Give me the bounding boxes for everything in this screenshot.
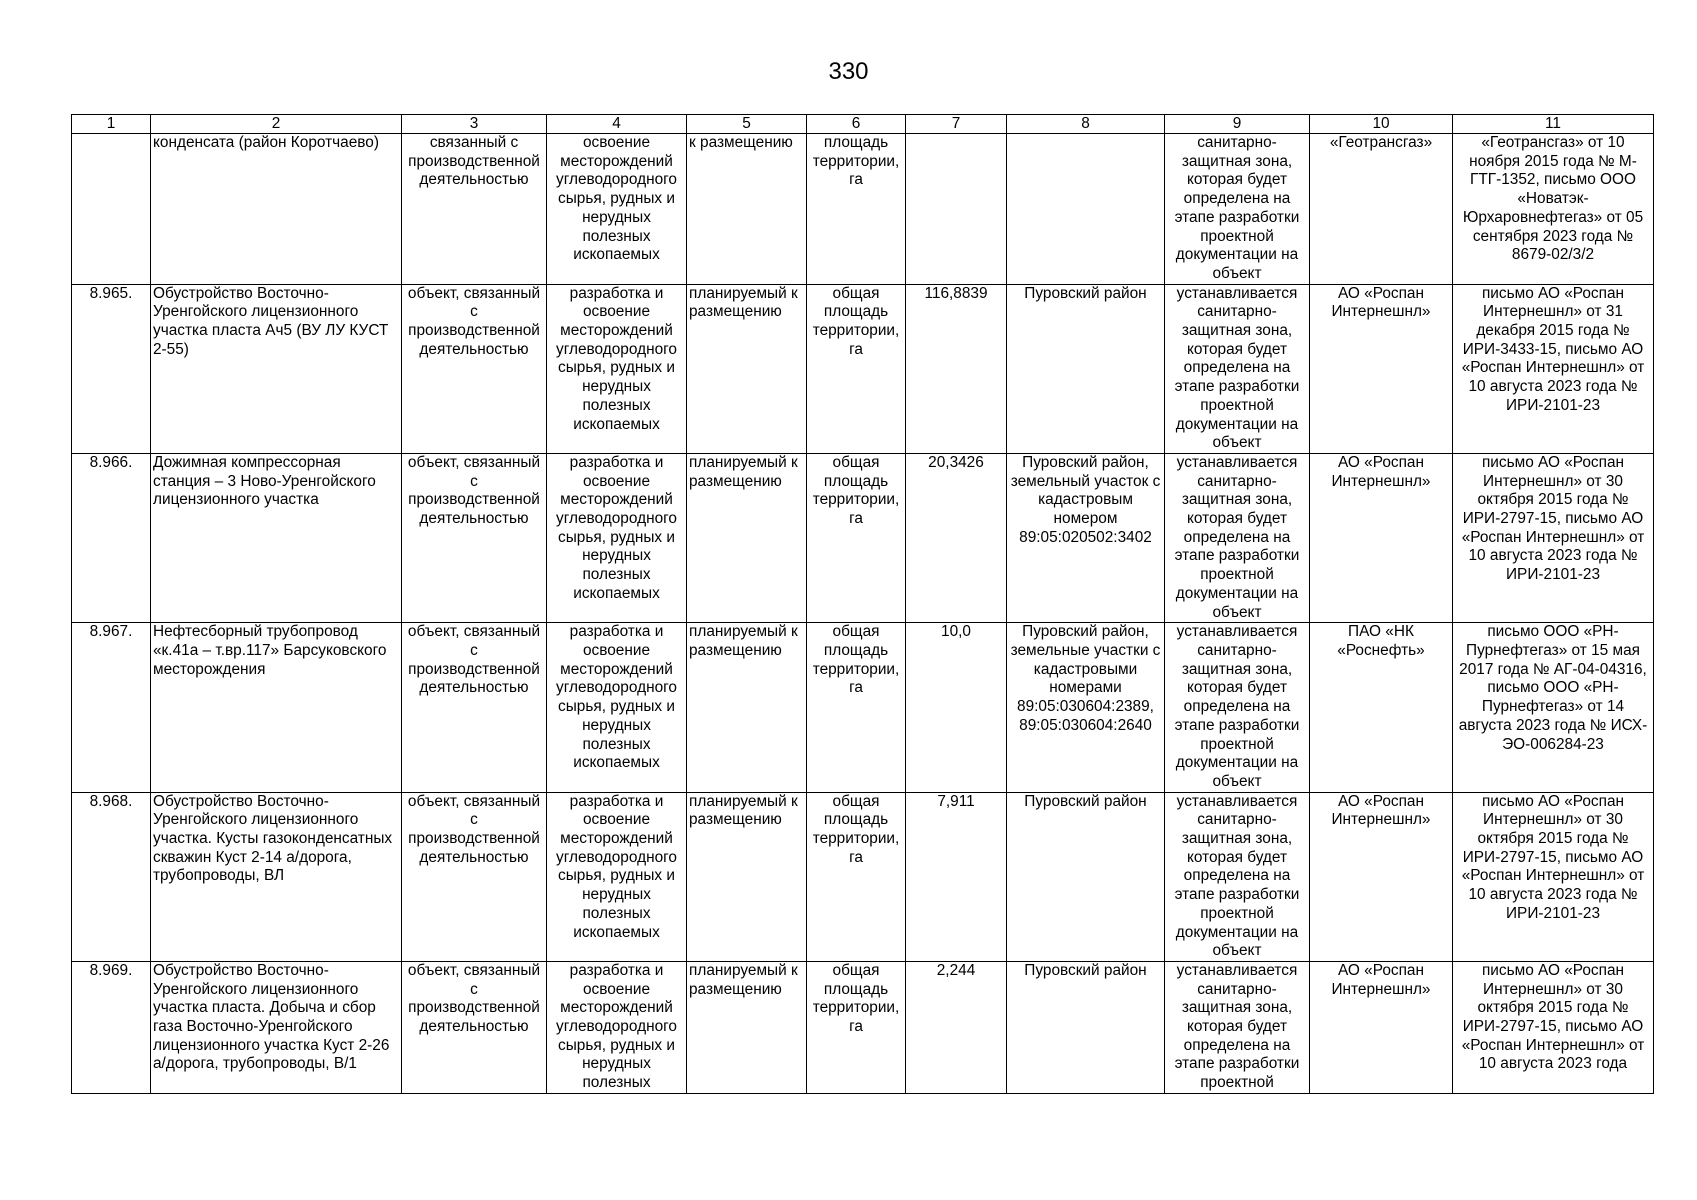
source-document-cell: письмо ООО «РН-Пурнефтегаз» от 15 мая 2017 года № АГ-04-04316, письмо ООО «РН-Пурнефтегаз» от 14 августа 2023 года № ИСХ-ЭО-006284-23 — [1453, 623, 1654, 792]
object-type-cell: связанный с производственной деятельностью — [402, 134, 547, 285]
area-value-cell: 20,3426 — [906, 453, 1007, 622]
characteristic-cell: общая площадь территории, га — [807, 623, 906, 792]
characteristic-cell: общая площадь территории, га — [807, 792, 906, 961]
zone-cell: устанавливается санитарно-защитная зона, которая будет определена на этапе разработки проектной документации на объект — [1165, 284, 1310, 453]
object-status-cell: планируемый к размещению — [687, 453, 807, 622]
location-cell: Пуровский район, земельные участки с кадастровыми номерами 89:05:030604:2389, 89:05:030604:2640 — [1007, 623, 1165, 792]
zone-cell: санитарно-защитная зона, которая будет определена на этапе разработки проектной документации на объект — [1165, 134, 1310, 285]
object-status-cell: планируемый к размещению — [687, 961, 807, 1093]
page-number: 330 — [828, 58, 869, 85]
column-header: 9 — [1165, 115, 1310, 134]
column-header: 11 — [1453, 115, 1654, 134]
table-row — [72, 623, 1654, 792]
object-type-cell: объект, связанный с производственной деятельностью — [402, 961, 547, 1093]
characteristic-cell: площадь территории, га — [807, 134, 906, 285]
row-number-cell: 8.969. — [72, 961, 151, 1093]
area-value-cell: 116,8839 — [906, 284, 1007, 453]
table-row — [72, 792, 1654, 961]
object-purpose-cell: разработка и освоение месторождений углеводородного сырья, рудных и нерудных полезных ископаемых — [547, 623, 687, 792]
column-header: 5 — [687, 115, 807, 134]
zone-cell: устанавливается санитарно-защитная зона, которая будет определена на этапе разработки проектной документации на объект — [1165, 453, 1310, 622]
area-value-cell: 7,911 — [906, 792, 1007, 961]
object-name-cell: Обустройство Восточно-Уренгойского лицензионного участка пласта Ач5 (ВУ ЛУ КУСТ 2-55) — [151, 284, 402, 453]
location-cell: Пуровский район — [1007, 961, 1165, 1093]
organization-cell: «Геотрансгаз» — [1310, 134, 1453, 285]
object-type-cell: объект, связанный с производственной деятельностью — [402, 284, 547, 453]
location-cell: Пуровский район, земельный участок с кадастровым номером 89:05:020502:3402 — [1007, 453, 1165, 622]
area-value-cell — [906, 134, 1007, 285]
area-value-cell: 10,0 — [906, 623, 1007, 792]
column-header: 7 — [906, 115, 1007, 134]
location-cell: Пуровский район — [1007, 792, 1165, 961]
zone-cell: устанавливается санитарно-защитная зона, которая будет определена на этапе разработки проектной документации на объект — [1165, 623, 1310, 792]
object-purpose-cell: освоение месторождений углеводородного сырья, рудных и нерудных полезных ископаемых — [547, 134, 687, 285]
row-number-cell — [72, 134, 151, 285]
organization-cell: АО «Роспан Интернешнл» — [1310, 961, 1453, 1093]
area-value-cell: 2,244 — [906, 961, 1007, 1093]
organization-cell: ПАО «НК «Роснефть» — [1310, 623, 1453, 792]
characteristic-cell: общая площадь территории, га — [807, 453, 906, 622]
object-type-cell: объект, связанный с производственной деятельностью — [402, 792, 547, 961]
characteristic-cell: общая площадь территории, га — [807, 284, 906, 453]
location-cell: Пуровский район — [1007, 284, 1165, 453]
object-name-cell: конденсата (район Коротчаево) — [151, 134, 402, 285]
organization-cell: АО «Роспан Интернешнл» — [1310, 792, 1453, 961]
organization-cell: АО «Роспан Интернешнл» — [1310, 284, 1453, 453]
table-row — [72, 961, 1654, 1093]
row-number-cell: 8.967. — [72, 623, 151, 792]
location-cell — [1007, 134, 1165, 285]
object-purpose-cell: разработка и освоение месторождений углеводородного сырья, рудных и нерудных полезных — [547, 961, 687, 1093]
row-number-cell: 8.965. — [72, 284, 151, 453]
source-document-cell: письмо АО «Роспан Интернешнл» от 30 октября 2015 года № ИРИ-2797-15, письмо АО «Роспан Интернешнл» от 10 августа 2023 года № ИРИ-2101-23 — [1453, 453, 1654, 622]
object-purpose-cell: разработка и освоение месторождений углеводородного сырья, рудных и нерудных полезных ископаемых — [547, 453, 687, 622]
objects-table — [71, 114, 1654, 1094]
source-document-cell: письмо АО «Роспан Интернешнл» от 30 октября 2015 года № ИРИ-2797-15, письмо АО «Роспан Интернешнл» от 10 августа 2023 года — [1453, 961, 1654, 1093]
object-name-cell: Нефтесборный трубопровод «к.41а – т.вр.117» Барсуковского месторождения — [151, 623, 402, 792]
source-document-cell: письмо АО «Роспан Интернешнл» от 30 октября 2015 года № ИРИ-2797-15, письмо АО «Роспан Интернешнл» от 10 августа 2023 года № ИРИ-2101-23 — [1453, 792, 1654, 961]
column-header: 10 — [1310, 115, 1453, 134]
row-number-cell: 8.968. — [72, 792, 151, 961]
column-number-header-row — [72, 115, 1654, 134]
object-name-cell: Обустройство Восточно-Уренгойского лицензионного участка. Кусты газоконденсатных скважин Куст 2-14 а/дорога, трубопроводы, ВЛ — [151, 792, 402, 961]
table-row — [72, 284, 1654, 453]
object-status-cell: планируемый к размещению — [687, 623, 807, 792]
row-number-cell: 8.966. — [72, 453, 151, 622]
object-status-cell: планируемый к размещению — [687, 284, 807, 453]
object-status-cell: к размещению — [687, 134, 807, 285]
column-header: 3 — [402, 115, 547, 134]
table-row — [72, 453, 1654, 622]
zone-cell: устанавливается санитарно-защитная зона, которая будет определена на этапе разработки проектной документации на объект — [1165, 792, 1310, 961]
zone-cell: устанавливается санитарно-защитная зона, которая будет определена на этапе разработки проектной — [1165, 961, 1310, 1093]
column-header: 1 — [72, 115, 151, 134]
object-status-cell: планируемый к размещению — [687, 792, 807, 961]
column-header: 8 — [1007, 115, 1165, 134]
object-name-cell: Обустройство Восточно-Уренгойского лицензионного участка пласта. Добыча и сбор газа Восточно-Уренгойского лицензионного участка Куст 2-26 а/дорога, трубопроводы, В/1 — [151, 961, 402, 1093]
object-name-cell: Дожимная компрессорная станция – 3 Ново-Уренгойского лицензионного участка — [151, 453, 402, 622]
table-row — [72, 134, 1654, 285]
column-header: 6 — [807, 115, 906, 134]
object-type-cell: объект, связанный с производственной деятельностью — [402, 623, 547, 792]
object-purpose-cell: разработка и освоение месторождений углеводородного сырья, рудных и нерудных полезных ископаемых — [547, 284, 687, 453]
object-type-cell: объект, связанный с производственной деятельностью — [402, 453, 547, 622]
column-header: 4 — [547, 115, 687, 134]
characteristic-cell: общая площадь территории, га — [807, 961, 906, 1093]
column-header: 2 — [151, 115, 402, 134]
source-document-cell: письмо АО «Роспан Интернешнл» от 31 декабря 2015 года № ИРИ-3433-15, письмо АО «Роспан Интернешнл» от 10 августа 2023 года № ИРИ-2101-23 — [1453, 284, 1654, 453]
object-purpose-cell: разработка и освоение месторождений углеводородного сырья, рудных и нерудных полезных ископаемых — [547, 792, 687, 961]
source-document-cell: «Геотрансгаз» от 10 ноября 2015 года № М-ГТГ-1352, письмо ООО «Новатэк-Юрхаровнефтегаз» от 05 сентября 2023 года № 8679-02/3/2 — [1453, 134, 1654, 285]
organization-cell: АО «Роспан Интернешнл» — [1310, 453, 1453, 622]
